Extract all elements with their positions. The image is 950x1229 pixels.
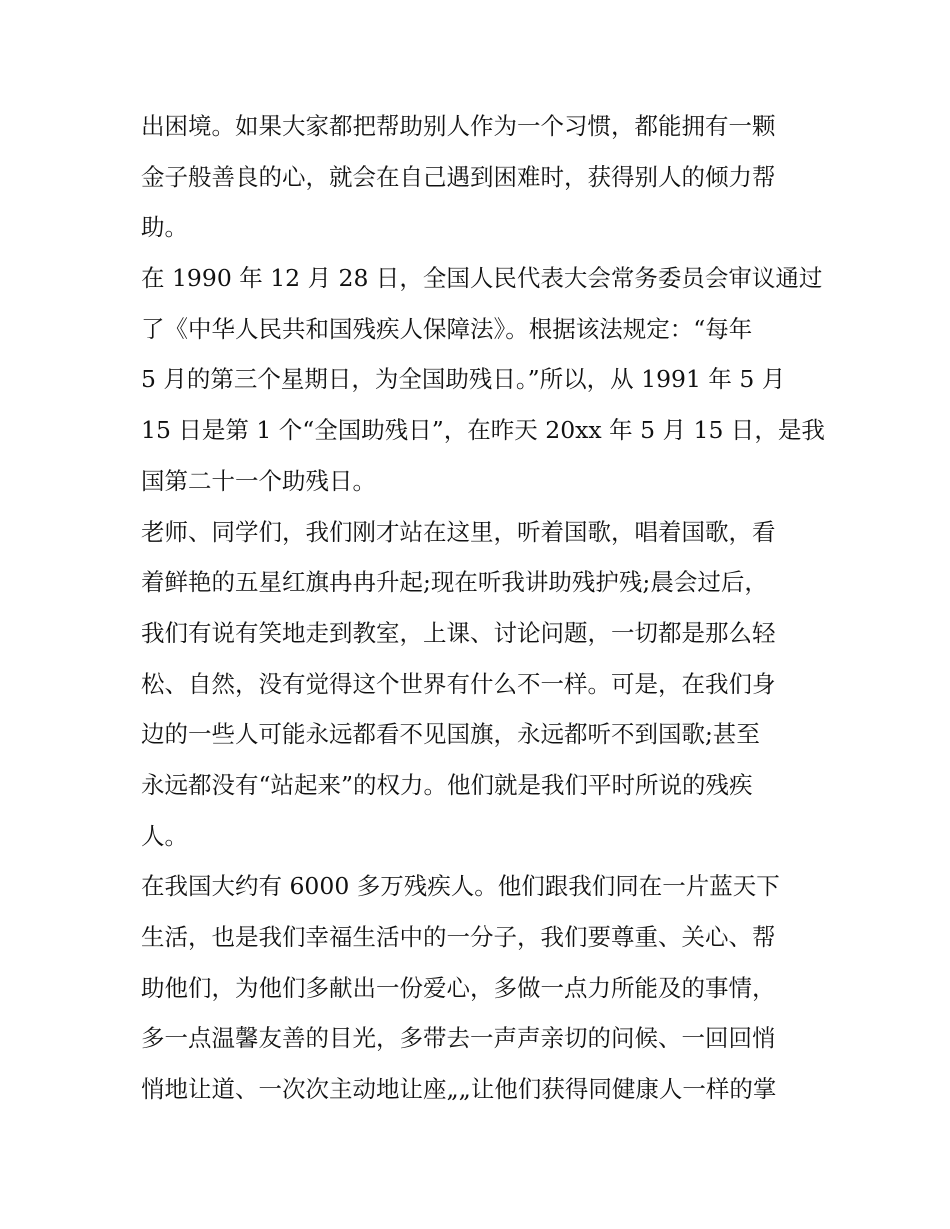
body-text	[141, 101, 825, 1115]
text-line: 生活，也是我们幸福生活中的一分子，我们要尊重、关心、帮	[141, 923, 776, 951]
text-line: 我们有说有笑地走到教室，上课、讨论问题，一切都是那么轻	[141, 618, 776, 647]
text-line: 助他们，为他们多献出一份爱心，多做一点力所能及的事情，	[141, 973, 776, 1002]
text-line: 在我国大约有 6000 多万残疾人。他们跟我们同在一片蓝天下	[141, 872, 780, 901]
text-line: 15 日是第 1 个“全国助残日”，在昨天 20xx 年 5 月 15 日，是我	[141, 416, 825, 445]
text-line: 多一点温馨友善的目光，多带去一声声亲切的问候、一回回悄	[141, 1024, 776, 1053]
text-line: 松、自然，没有觉得这个世界有什么不一样。可是，在我们身	[141, 669, 776, 698]
text-line: 了《中华人民共和国残疾人保障法》。根据该法规定：“每年	[141, 314, 753, 343]
text-line: 国第二十一个助残日。	[141, 466, 376, 495]
text-line: 边的一些人可能永远都看不见国旗，永远都听不到国歌;甚至	[141, 720, 760, 749]
text-line: 着鲜艳的五星红旗冉冉升起;现在听我讲助残护残;晨会过后，	[141, 568, 768, 597]
text-line: 在 1990 年 12 月 28 日，全国人民代表大会常务委员会审议通过	[141, 264, 823, 293]
text-line: 出困境。如果大家都把帮助别人作为一个习惯，都能拥有一颗	[141, 112, 776, 140]
text-line: 5 月的第三个星期日，为全国助残日。”所以，从 1991 年 5 月	[141, 365, 786, 394]
text-line: 老师、同学们，我们刚才站在这里，听着国歌，唱着国歌，看	[141, 517, 776, 546]
text-line: 人。	[141, 821, 188, 850]
text-line: 悄地让道、一次次主动地让座„„让他们获得同健康人一样的掌	[141, 1075, 777, 1104]
text-line: 助。	[141, 213, 188, 242]
text-line: 永远都没有“站起来”的权力。他们就是我们平时所说的残疾	[141, 770, 753, 799]
text-line: 金子般善良的心，就会在自己遇到困难时，获得别人的倾力帮	[141, 162, 776, 191]
